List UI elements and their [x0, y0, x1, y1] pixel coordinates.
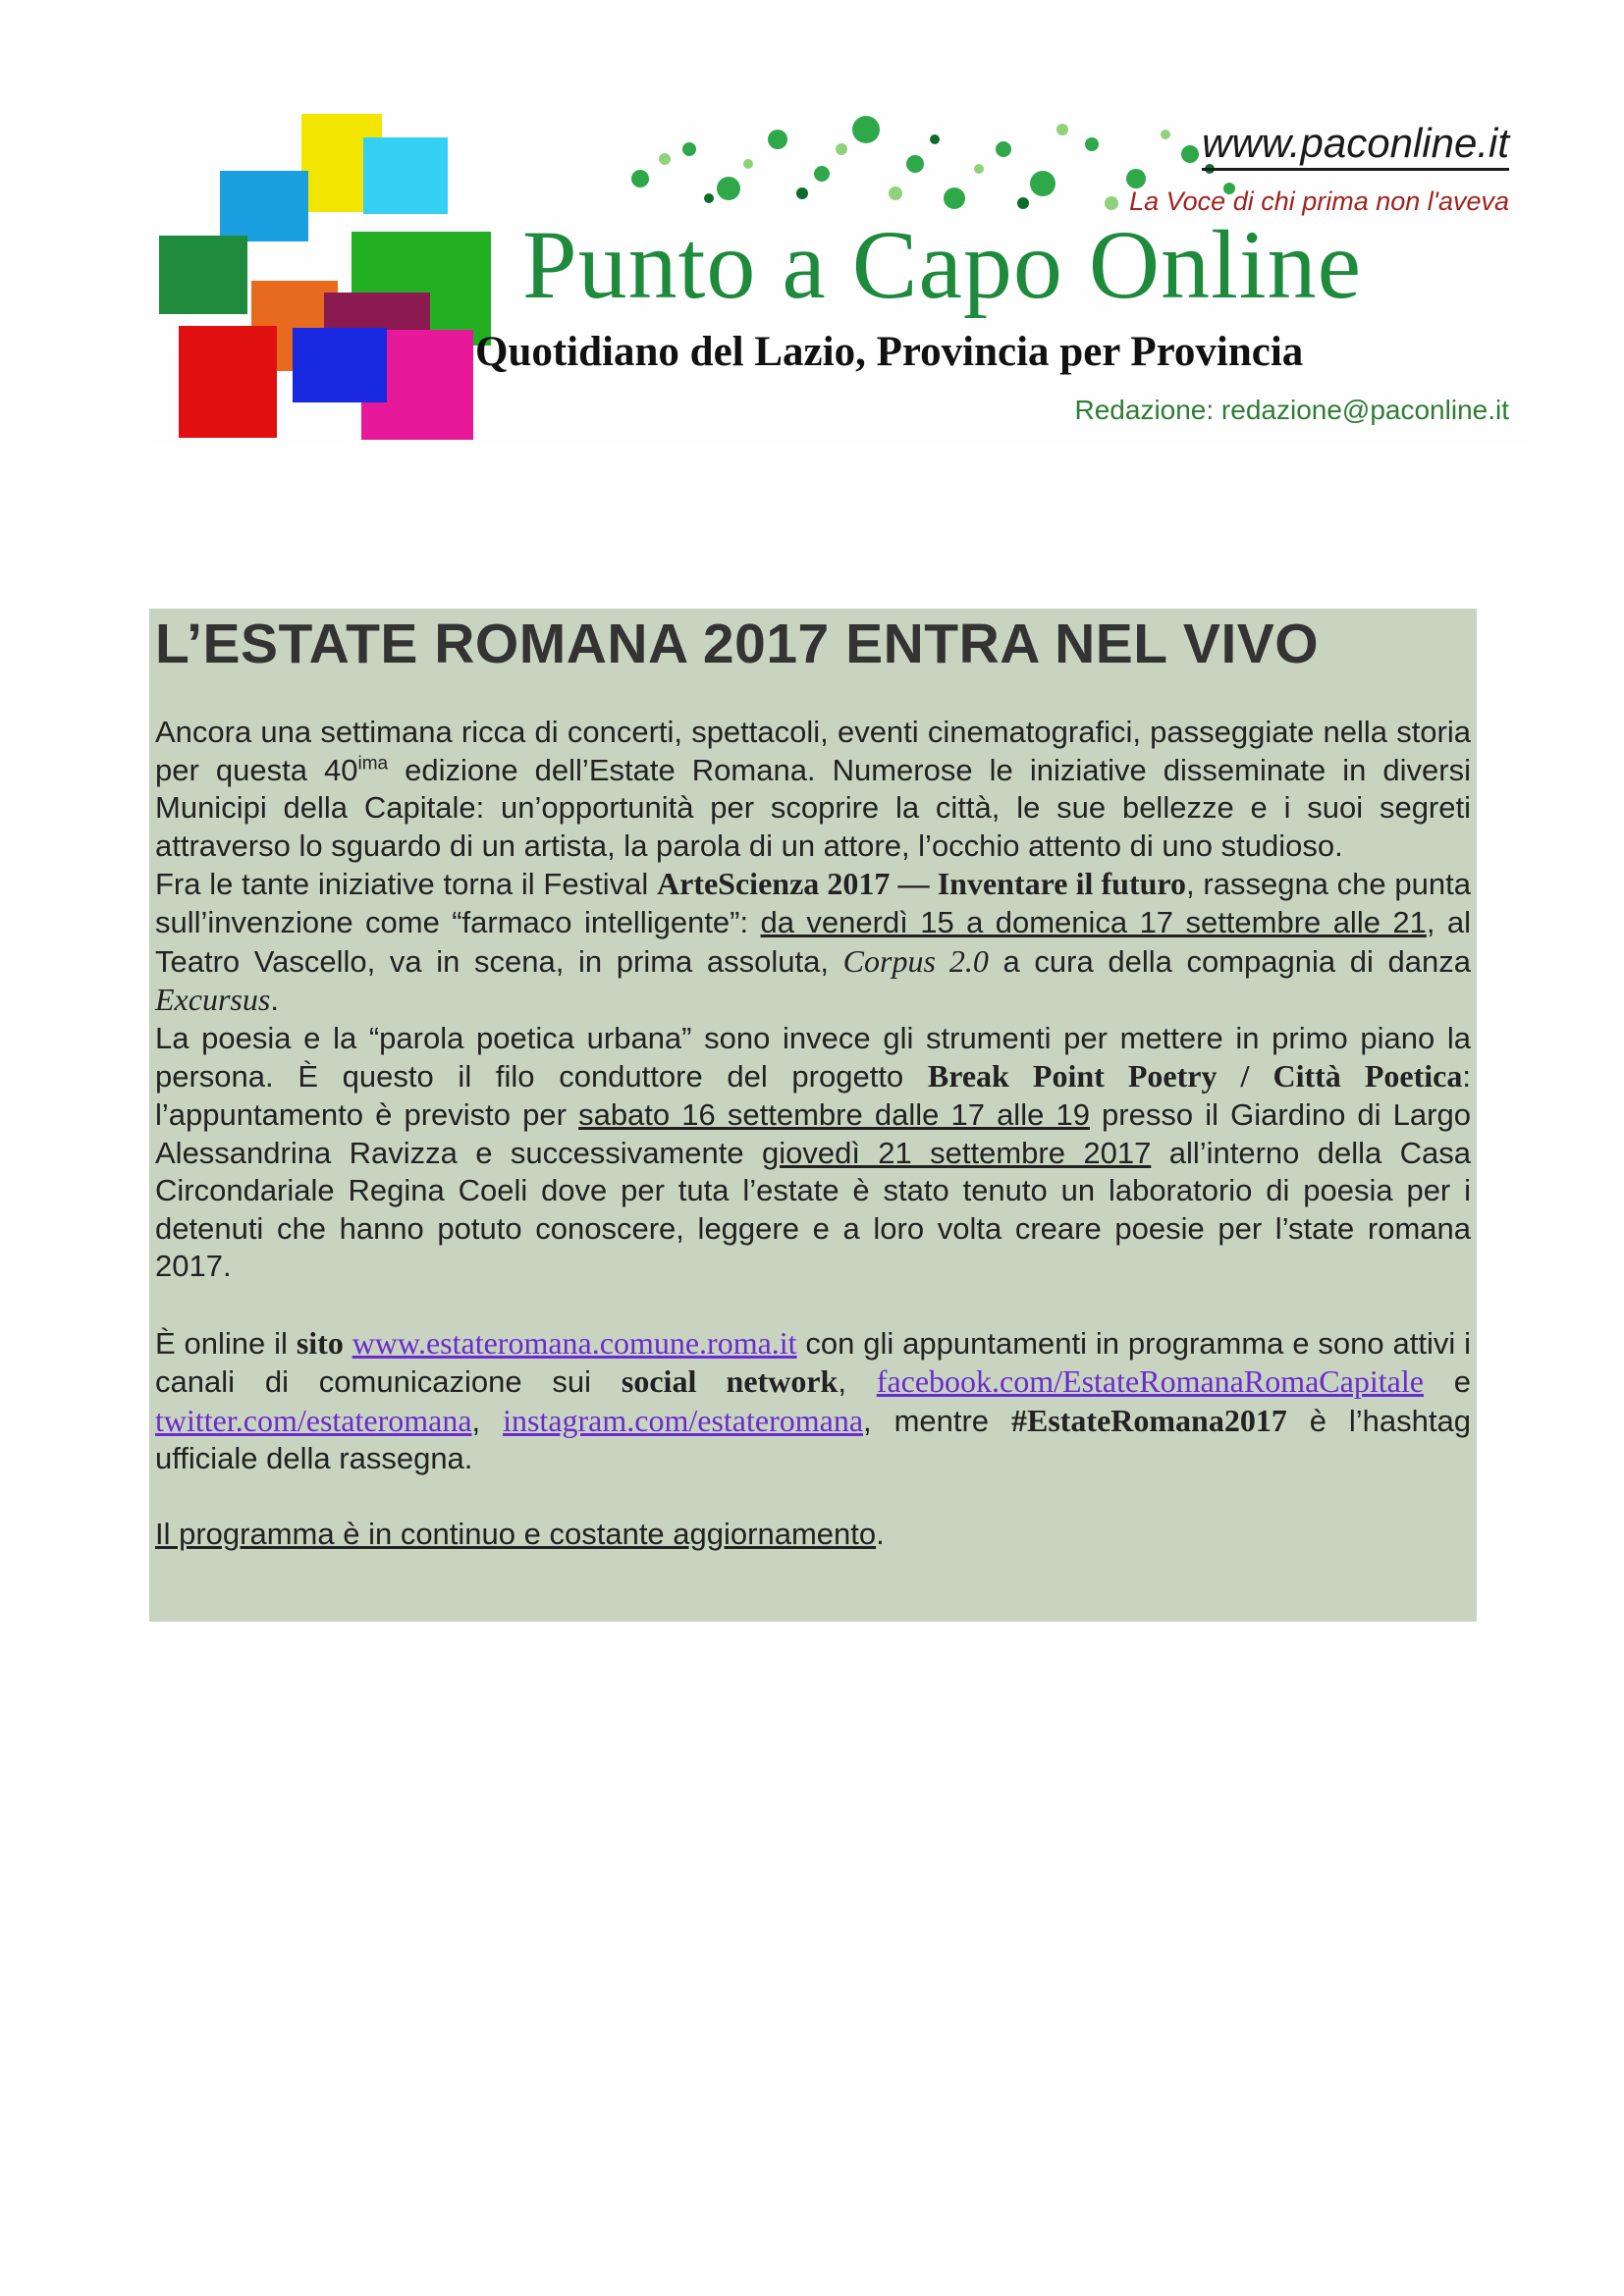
text: , rassegna che punta sull’invenzione come “farmaco intelligente”: [155, 867, 1471, 939]
twitter-link[interactable]: twitter.com/estateromana [155, 1402, 472, 1438]
blue-square [220, 171, 308, 241]
text: e [1423, 1364, 1471, 1400]
event-date: giovedì 21 settembre 2017 [761, 1135, 1152, 1170]
redazione-email: Redazione: redazione@paconline.it [1074, 395, 1509, 425]
colored-squares-logo [149, 110, 493, 444]
slogan: La Voce di chi prima non l'aveva [1129, 187, 1509, 216]
brand-name: Punto a Capo Online [522, 210, 1363, 319]
tagline: Quotidiano del Lazio, Provincia per Provincia [475, 329, 1304, 375]
text-sito: sito [296, 1324, 344, 1361]
text: Fra le tante iniziative torna il Festival [155, 867, 657, 902]
company-name: Excursus [155, 982, 271, 1018]
paragraph-intro [155, 714, 1471, 865]
article-body [155, 714, 1471, 1554]
text: È online il [155, 1325, 297, 1361]
masthead-banner [149, 110, 1534, 444]
article-box [149, 609, 1477, 1622]
text: , mentre [863, 1403, 1011, 1438]
spacer [155, 1478, 1471, 1517]
project-name: Break Point Poetry / Città Poetica [927, 1058, 1463, 1095]
facebook-link[interactable]: facebook.com/EstateRomanaRomaCapitale [876, 1363, 1424, 1400]
text: La poesia e la “parola poetica urbana” sono invece gli strumenti per mettere in primo piano la persona. È questo il filo conduttore del progetto [155, 1020, 1471, 1095]
paragraph-program [155, 1516, 1471, 1554]
text: Ancora una settimana ricca di concerti, spettacoli, eventi cinematografici, passeggiate nella storia per questa 40 [155, 715, 1471, 787]
text: presso il Giardino di Largo Alessandrina Ravizza e successivamente [155, 1096, 1471, 1170]
article-title: L’ESTATE ROMANA 2017 ENTRA NEL VIVO [155, 613, 1320, 675]
text: è l’hashtag ufficiale della rassegna. [155, 1403, 1471, 1476]
paragraph-online [155, 1324, 1471, 1478]
paragraph-artescienza [155, 865, 1471, 1019]
festival-dates: da venerdì 15 a domenica 17 settembre alle 21 [760, 904, 1427, 939]
red-square [179, 326, 277, 438]
cyan-square [363, 137, 448, 214]
text: all’interno della Casa Circondariale Regina Coeli dove per tuta l’estate è stato tenuto un laboratorio di poesia per i detenuti che hanno potuto conoscere, leggere e a loro volta creare poesie per l’state romana 2017. [155, 1135, 1471, 1284]
dark-green-square [159, 236, 247, 314]
text: , [471, 1403, 504, 1438]
superscript: ima [357, 753, 389, 774]
text: , al Teatro Vascello, va in scena, in prima assoluta, [155, 904, 1471, 979]
paragraph-poetry [155, 1020, 1471, 1286]
event-date: sabato 16 settembre dalle 17 alle 19 [578, 1096, 1090, 1132]
text: , [838, 1364, 877, 1400]
instagram-link[interactable]: instagram.com/estateromana [503, 1402, 864, 1438]
text [344, 1326, 352, 1361]
text: . [876, 1517, 885, 1552]
text: . [270, 983, 279, 1018]
text: con gli appuntamenti in programma e sono attivi i canali di comunicazione sui [155, 1325, 1471, 1400]
spacer [155, 1286, 1471, 1324]
show-title: Corpus 2.0 [842, 942, 989, 979]
text-social-network: social network [621, 1363, 839, 1400]
site-url[interactable]: www.paconline.it [1202, 120, 1509, 166]
website-link[interactable]: www.estateromana.comune.roma.it [352, 1324, 797, 1361]
festival-name: ArteScienza 2017 — Inventare il futuro [657, 866, 1187, 902]
text: a cura della compagnia di danza [988, 943, 1472, 979]
text: : l’appuntamento è previsto per [155, 1059, 1471, 1132]
program-note: Il programma è in continuo e costante aggiornamento [155, 1517, 877, 1552]
hashtag: #EstateRomana2017 [1010, 1402, 1287, 1438]
blue-dark-square [293, 328, 387, 402]
text: edizione dell’Estate Romana. Numerose le iniziative disseminate in diversi Municipi della Capitale: un’opportunità per scoprire la città, le sue bellezze e i suoi segreti attraverso lo sguardo di un artista, la parola di un attore, l’occhio attento di uno studioso. [155, 752, 1471, 863]
